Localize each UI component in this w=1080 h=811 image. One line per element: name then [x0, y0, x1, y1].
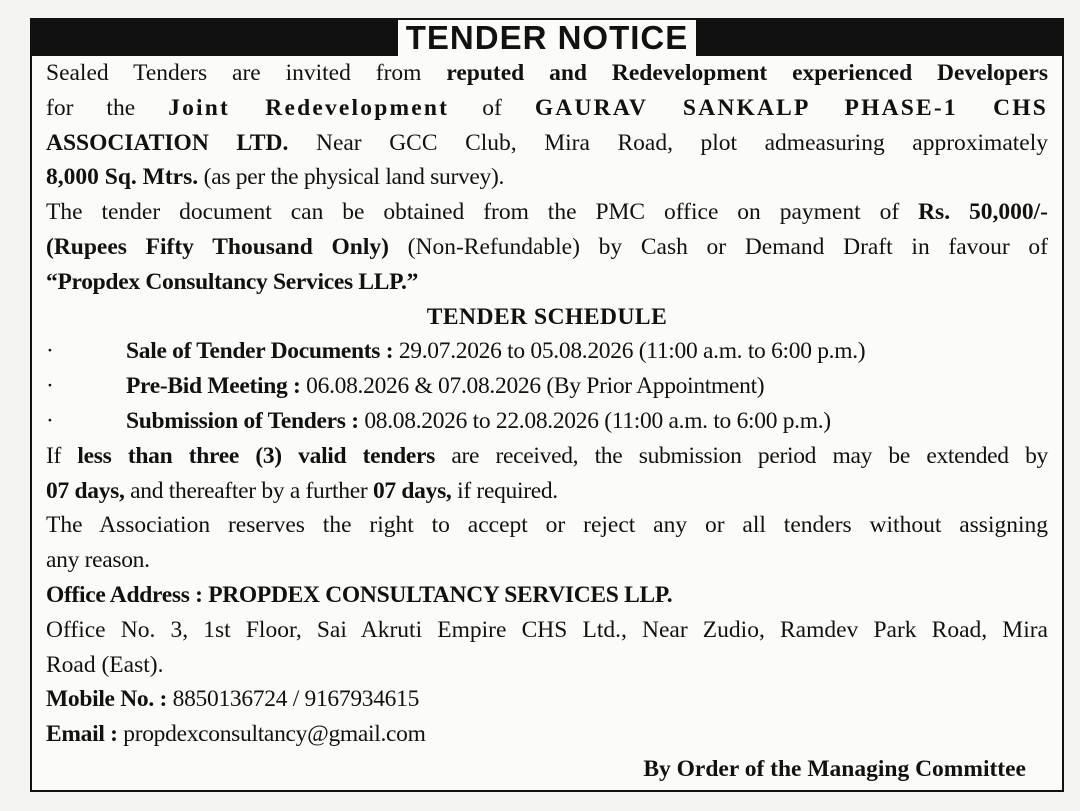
extension-text: are received, the submission period may be extended by — [434, 442, 1048, 469]
society-name-end: ASSOCIATION LTD. — [46, 129, 289, 156]
office-label: Office Address : PROPDEX CONSULTANCY SERVICES LLP. — [46, 581, 673, 608]
title-bar — [32, 20, 1062, 56]
intro-bold: reputed and Redevelopment experienced Developers — [446, 60, 1048, 86]
rights-line-1: The Association reserves the right to accept or reject any or all tenders without assigning — [46, 512, 1048, 539]
schedule-heading: TENDER SCHEDULE — [426, 303, 668, 330]
bullet: · — [46, 373, 54, 400]
intro-text: Near GCC Club, Mira Road, plot admeasuring approximately — [288, 129, 1048, 156]
extension-text: if required. — [451, 477, 558, 504]
intro-text: Sealed Tenders are invited from — [46, 60, 447, 86]
doc-fee-words: (Rupees Fifty Thousand Only) — [46, 233, 389, 260]
bullet: · — [46, 338, 54, 365]
schedule-value: 29.07.2026 to 05.08.2026 (11:00 a.m. to 6:00 p.m.) — [393, 338, 866, 365]
schedule-item-text — [126, 404, 831, 439]
signature-line: By Order of the Managing Committee — [643, 755, 1026, 782]
notice-title: TENDER NOTICE — [398, 20, 697, 56]
schedule-value: 08.08.2026 to 22.08.2026 (11:00 a.m. to 6:00 p.m.) — [358, 407, 831, 434]
schedule-item-text — [126, 334, 865, 369]
mobile-label: Mobile No. : — [46, 686, 168, 713]
schedule-item — [46, 404, 1048, 439]
intro-line-3 — [46, 126, 1048, 161]
plot-area: 8,000 Sq. Mtrs. — [46, 164, 199, 191]
doc-line-3 — [46, 265, 1048, 300]
schedule-item — [46, 369, 1048, 404]
email-value: propdexconsultancy@gmail.com — [117, 721, 426, 748]
doc-line-1 — [46, 195, 1048, 230]
schedule-label: Submission of Tenders : — [126, 407, 359, 434]
extension-bold: less than three (3) valid tenders — [77, 442, 435, 469]
extension-line-2 — [46, 474, 1048, 509]
intro-line-2 — [46, 91, 1048, 126]
intro-text: of — [449, 94, 535, 121]
doc-text: The tender document can be obtained from the PMC office on payment of — [46, 199, 919, 226]
extension-text: If — [46, 442, 78, 469]
mobile-line — [46, 682, 1048, 717]
schedule-item-text — [126, 369, 764, 404]
extension-bold: 07 days, — [372, 477, 452, 504]
schedule-value: 06.08.2026 & 07.08.2026 (By Prior Appointment) — [300, 373, 765, 400]
office-address-label — [46, 578, 1048, 613]
schedule-label: Pre-Bid Meeting : — [126, 373, 301, 400]
notice-body — [32, 56, 1062, 787]
doc-line-2 — [46, 230, 1048, 265]
payee-name: “Propdex Consultancy Services LLP.” — [46, 268, 419, 295]
society-name: GAURAV SANKALP PHASE-1 CHS — [534, 94, 1048, 121]
office-address-line-1: Office No. 3, 1st Floor, Sai Akruti Empire CHS Ltd., Near Zudio, Ramdev Park Road, Mira — [46, 616, 1048, 643]
intro-text: (as per the physical land survey). — [198, 164, 505, 191]
intro-bold: Joint Redevelopment — [168, 94, 450, 121]
mobile-value: 8850136724 / 9167934615 — [167, 686, 420, 713]
extension-text: and thereafter by a further — [124, 477, 373, 504]
intro-line-1 — [46, 56, 1048, 91]
intro-line-4 — [46, 160, 1048, 195]
bullet: · — [46, 407, 54, 434]
rights-line-2: any reason. — [46, 547, 150, 574]
doc-text: (Non-Refundable) by Cash or Demand Draft in favour of — [388, 233, 1048, 260]
schedule-item — [46, 334, 1048, 369]
schedule-label: Sale of Tender Documents : — [126, 338, 394, 365]
extension-line-1 — [46, 439, 1048, 474]
intro-text: for the — [46, 94, 169, 121]
email-label: Email : — [46, 721, 118, 748]
office-address-line-2: Road (East). — [46, 651, 164, 678]
email-line — [46, 717, 1048, 752]
doc-fee: Rs. 50,000/- — [918, 199, 1048, 226]
tender-notice — [30, 18, 1064, 792]
extension-bold: 07 days, — [46, 477, 125, 504]
